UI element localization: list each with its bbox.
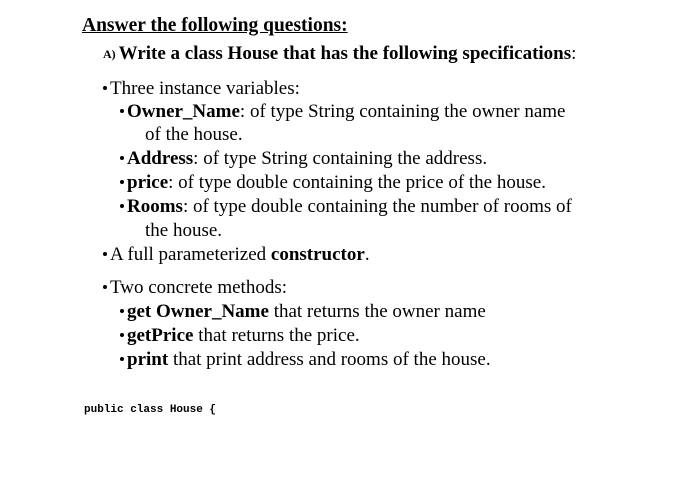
address-term: Address	[127, 148, 194, 169]
owner-name-desc: : of type String containing the owner name	[239, 101, 566, 122]
bullet-icon	[103, 86, 107, 90]
list-item-concrete-methods	[103, 277, 287, 299]
price-desc: : of type double containing the price of the house.	[168, 172, 546, 193]
get-owner-name-desc: that returns the owner name	[268, 301, 486, 322]
page-title: Answer the following questions:	[82, 15, 348, 36]
print-term: print	[127, 349, 169, 370]
bullet-icon	[120, 309, 124, 313]
constructor-prefix: A full parameterized	[110, 244, 271, 265]
get-price-term: getPrice	[127, 325, 194, 346]
rooms-continuation: the house.	[145, 220, 223, 241]
rooms-desc: : of type double containing the number of rooms of	[182, 196, 572, 217]
bullet-icon	[103, 285, 107, 289]
question-a	[103, 43, 576, 65]
rooms-term: Rooms	[127, 196, 183, 217]
bullet-icon	[120, 357, 124, 361]
list-item-print	[120, 349, 491, 371]
instance-variables-text: Three instance variables:	[110, 78, 300, 99]
list-item-instance-variables	[103, 78, 300, 100]
print-desc: that print address and rooms of the house.	[168, 349, 491, 370]
address-desc: : of type String containing the address.	[193, 148, 488, 169]
bullet-icon	[103, 252, 107, 256]
bullet-icon	[120, 180, 124, 184]
constructor-term: constructor	[270, 244, 365, 265]
bullet-icon	[120, 109, 124, 113]
constructor-suffix: .	[364, 244, 370, 265]
owner-name-term: Owner_Name	[127, 101, 240, 122]
list-item-get-owner-name	[120, 301, 486, 323]
bullet-icon	[120, 333, 124, 337]
question-text: Write a class House that has the following specifications	[118, 43, 572, 64]
get-owner-name-term: get Owner_Name	[127, 301, 269, 322]
get-price-desc: that returns the price.	[193, 325, 360, 346]
list-item-rooms	[120, 196, 572, 218]
owner-name-continuation: of the house.	[145, 124, 243, 145]
bullet-icon	[120, 156, 124, 160]
bullet-icon	[120, 204, 124, 208]
question-marker: A)	[103, 47, 116, 61]
list-item-constructor	[103, 244, 370, 266]
list-item-get-price	[120, 325, 360, 347]
concrete-methods-text: Two concrete methods:	[110, 277, 288, 298]
price-term: price	[127, 172, 169, 193]
list-item-owner-name	[120, 101, 565, 123]
list-item-price	[120, 172, 546, 194]
question-colon: :	[571, 43, 577, 64]
list-item-address	[120, 148, 487, 170]
code-snippet: public class House {	[84, 404, 217, 416]
